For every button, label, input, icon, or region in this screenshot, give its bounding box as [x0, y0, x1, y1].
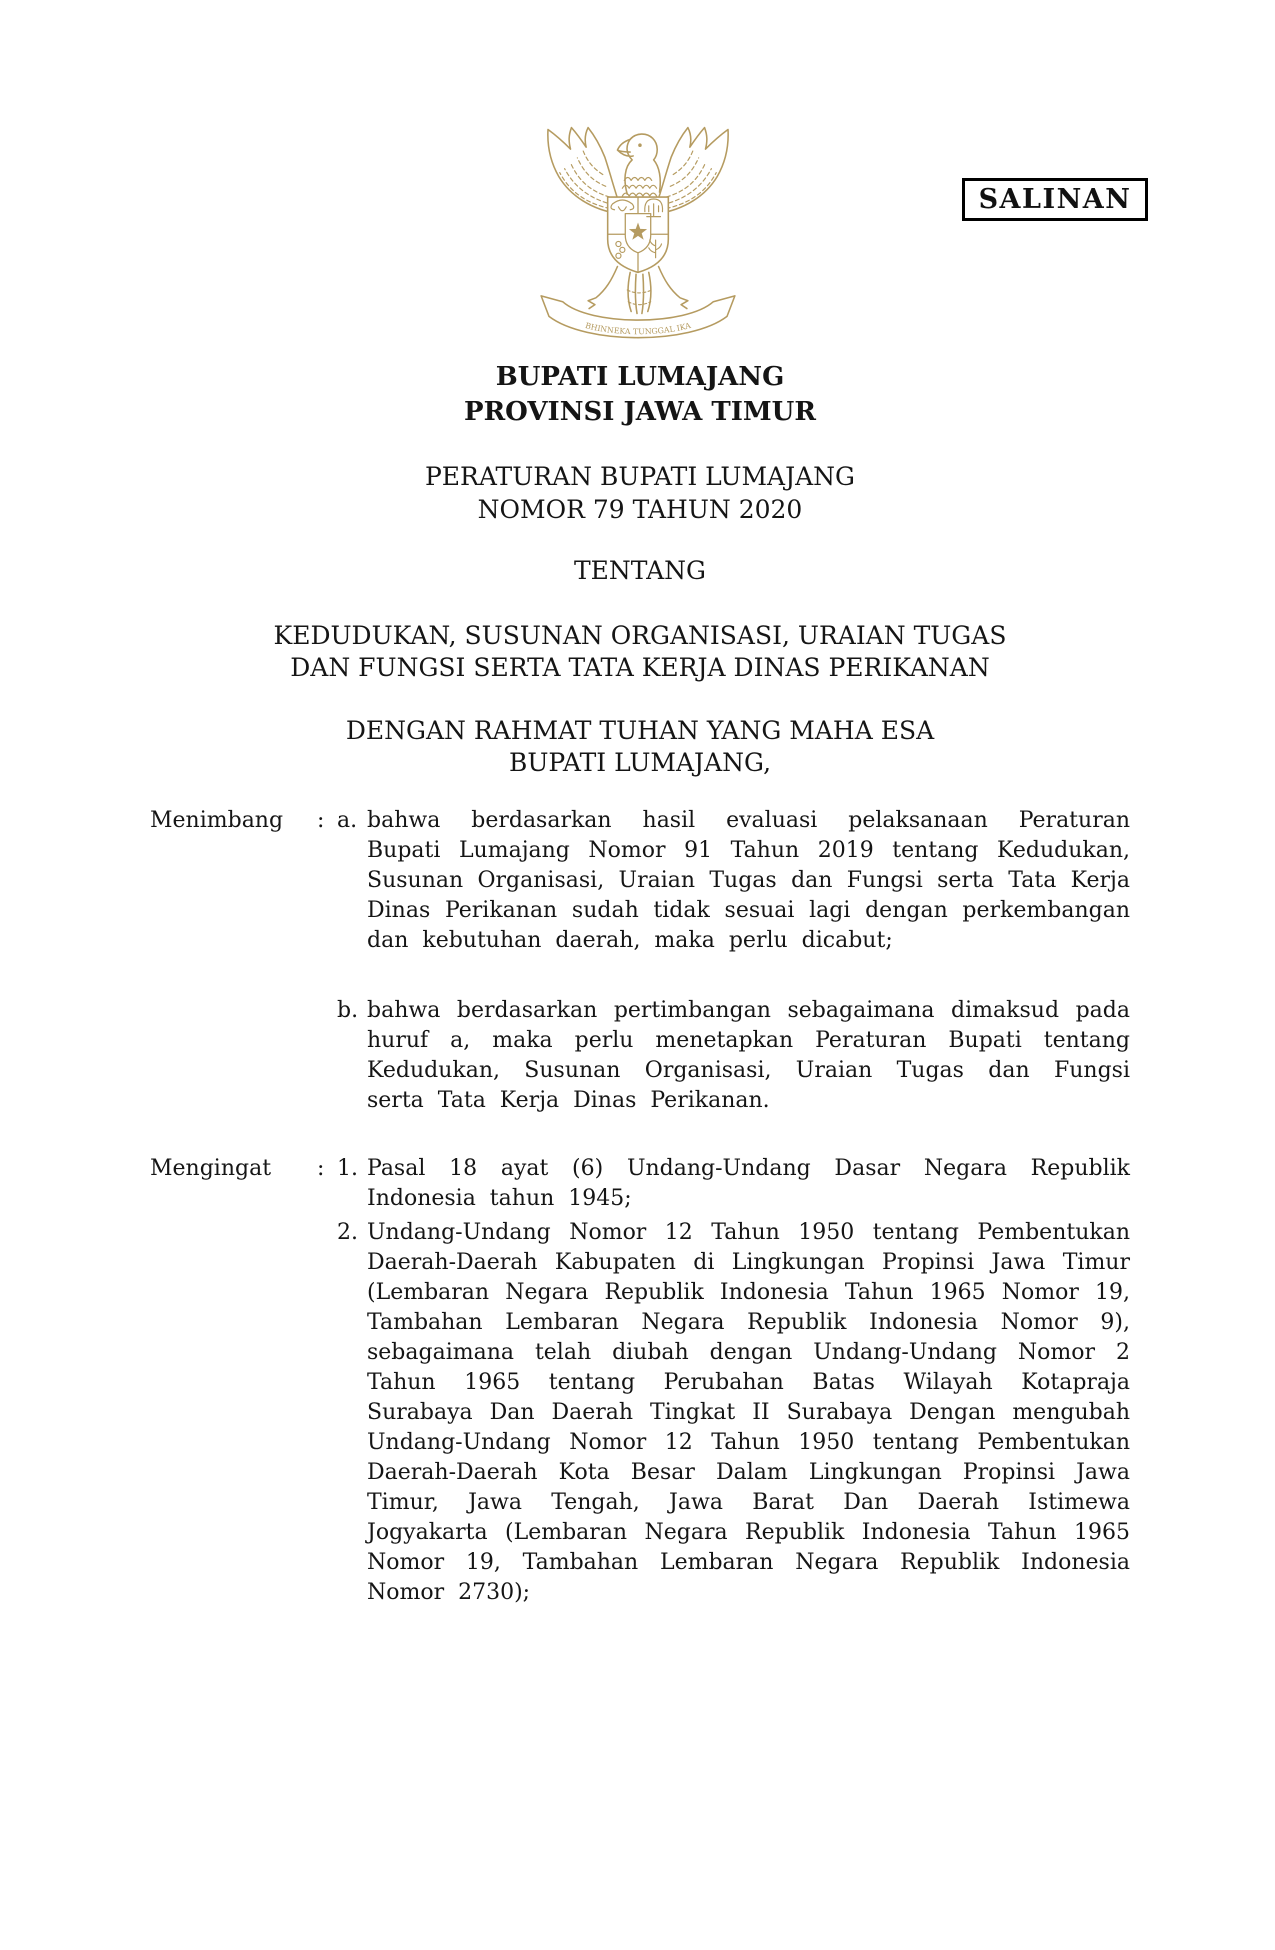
menimbang-clause	[150, 806, 1130, 1116]
tail-band-1	[627, 290, 651, 293]
right-leg-talon	[658, 267, 687, 309]
regulation-title-line-1: PERATURAN BUPATI LUMAJANG	[424, 462, 856, 491]
neck-ruff	[622, 177, 656, 196]
mengingat-item-1	[337, 1154, 1130, 1214]
menimbang-colon: :	[317, 808, 325, 833]
item-text: Undang-Undang Nomor 12 Tahun 1950 tentang Pembentukan Daerah-Daerah Kabupaten di Lingkungan Propinsi Jawa Timur (Lembaran Negara Republik Indonesia Tahun 1965 Nomor 19, Tambahan Lembaran Negara Republik Indonesia Nomor 9), sebagaimana telah diubah dengan Undang-Undang Nomor 2 Tahun 1965 tentang Perubahan Batas Wilayah Kotapraja Surabaya Dan Daerah Tingkat II Surabaya Dengan mengubah Undang-Undang Nomor 12 Tahun 1950 tentang Pembentukan Daerah-Daerah Kota Besar Dalam Lingkungan Propinsi Jawa Timur, Jawa Tengah, Jawa Barat Dan Daerah Istimewa Jogyakarta (Lembaran Negara Republik Indonesia Tahun 1965 Nomor 19, Tambahan Lembaran Negara Republik Indonesia Nomor 2730);	[367, 1220, 1130, 1605]
mengingat-label: Mengingat	[150, 1156, 272, 1181]
letterhead	[150, 360, 1130, 430]
subject-line-2: DAN FUNGSI SERTA TATA KERJA DINAS PERIKANAN	[290, 653, 990, 682]
menimbang-items	[337, 806, 1130, 1116]
eagle-eye	[638, 143, 642, 147]
menimbang-label: Menimbang	[150, 808, 284, 833]
item-text: bahwa berdasarkan pertimbangan sebagaimana dimaksud pada huruf a, maka perlu menetapkan Peraturan Bupati tentang Kedudukan, Susunan Organisasi, Uraian Tugas dan Fungsi serta Tata Kerja Dinas Perikanan.	[367, 998, 1130, 1113]
tentang-label: TENTANG	[573, 556, 706, 585]
item-text: Pasal 18 ayat (6) Undang-Undang Dasar Negara Republik Indonesia tahun 1945;	[367, 1156, 1130, 1211]
item-marker: b.	[337, 998, 359, 1023]
salinan-stamp-label: SALINAN	[978, 184, 1132, 215]
regulation-title	[150, 460, 1130, 526]
garuda-pancasila-emblem	[525, 104, 750, 339]
emblem-container	[525, 104, 750, 339]
menimbang-item-a	[337, 806, 1130, 956]
item-text: bahwa berdasarkan hasil evaluasi pelaksanaan Peraturan Bupati Lumajang Nomor 91 Tahun 2019 tentang Kedudukan, Susunan Organisasi, Uraian Tugas dan Fungsi serta Tata Kerja Dinas Perikanan sudah tidak sesuai lagi dengan perkembangan dan kebutuhan daerah, maka perlu dicabut;	[367, 808, 1130, 953]
emblem-motto-text: BHINNEKA TUNGGAL IKA	[583, 320, 692, 337]
invocation-line-2: BUPATI LUMAJANG,	[508, 748, 772, 777]
regulation-title-line-2: NOMOR 79 TAHUN 2020	[477, 495, 803, 524]
item-marker: a.	[337, 808, 358, 833]
invocation-heading	[150, 715, 1130, 779]
letterhead-line-1: BUPATI LUMAJANG	[495, 362, 785, 392]
mengingat-colon: :	[317, 1156, 325, 1181]
invocation-line-1: DENGAN RAHMAT TUHAN YANG MAHA ESA	[345, 716, 935, 745]
mengingat-item-2	[337, 1218, 1130, 1608]
salinan-stamp	[962, 178, 1148, 221]
tail-band-2	[628, 302, 651, 305]
mengingat-clause	[150, 1154, 1130, 1608]
letterhead-line-2: PROVINSI JAWA TIMUR	[464, 397, 816, 427]
eagle-beak	[617, 139, 633, 156]
subject-heading	[150, 620, 1130, 684]
preamble-section	[150, 806, 1130, 1608]
subject-line-1: KEDUDUKAN, SUSUNAN ORGANISASI, URAIAN TUGAS	[273, 621, 1007, 650]
left-leg-talon	[588, 267, 617, 309]
eagle-head	[625, 134, 660, 194]
menimbang-item-b	[337, 996, 1130, 1116]
item-marker: 2.	[337, 1220, 358, 1245]
item-marker: 1.	[337, 1156, 358, 1181]
mengingat-items	[337, 1154, 1130, 1608]
